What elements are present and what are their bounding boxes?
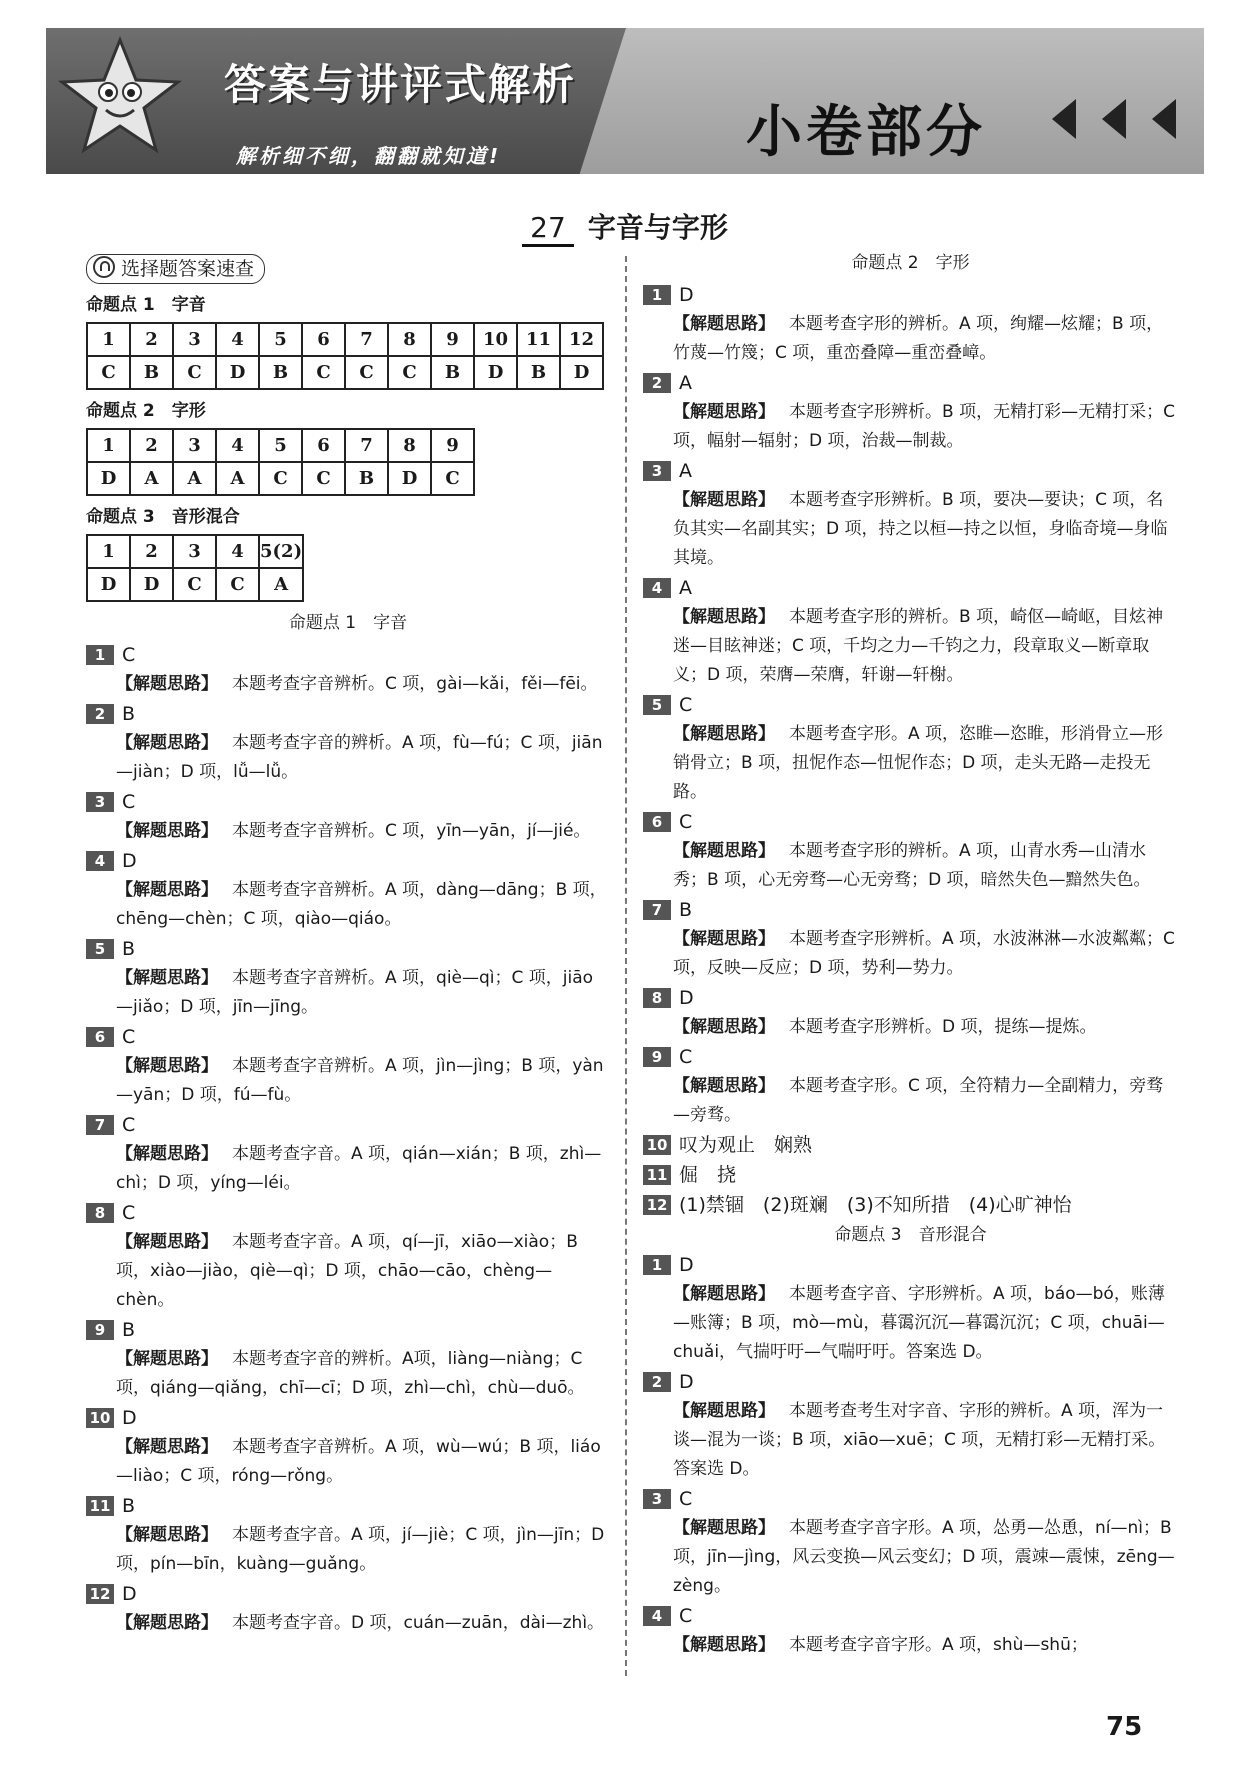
answer-table-cell: A <box>130 462 173 495</box>
answer-choice: C <box>679 1046 693 1068</box>
answer-table-cell: D <box>216 356 259 389</box>
explanation-text: 本题考查字音辨析。A 项，dàng—dāng；B 项，chēng—chèn；C 项，qiào—qiáo。 <box>116 880 607 929</box>
quick-answer-badge <box>86 254 265 284</box>
question-number-badge: 11 <box>643 1165 671 1185</box>
answer-table-cell: C <box>388 356 431 389</box>
answer-choice: C <box>122 1026 136 1048</box>
question-number-badge: 3 <box>643 461 671 481</box>
answer-item <box>86 1491 610 1579</box>
section-title: 小卷部分 <box>746 100 986 165</box>
right-column <box>643 254 1178 1660</box>
question-number-badge: 12 <box>86 1584 114 1604</box>
unit-number: 27 <box>522 211 574 247</box>
answer-row <box>86 1110 610 1140</box>
explanation <box>86 729 610 787</box>
answer-table-cell: D <box>388 462 431 495</box>
explanation-tag: 【解题思路】 <box>116 1437 218 1457</box>
answer-table-cell: A <box>173 462 216 495</box>
explanation <box>643 486 1178 573</box>
answer-row <box>643 1250 1178 1280</box>
explanation <box>643 1631 1178 1660</box>
explanation <box>86 1140 610 1198</box>
explanation-tag: 【解题思路】 <box>116 821 218 841</box>
explanation-text: 本题考查字形辨析。B 项，要决—要诀；C 项，名负其实—名副其实；D 项，持之以桓—持之以恒，身临奇境—身临其境。 <box>673 490 1168 568</box>
answer-item <box>643 368 1178 456</box>
answer-table-cell: C <box>173 568 216 601</box>
question-number-badge: 5 <box>86 939 114 959</box>
answer-item <box>643 1190 1178 1220</box>
answer-item <box>86 1315 610 1403</box>
answer-item <box>643 456 1178 573</box>
answer-table-cell: 3 <box>173 323 216 356</box>
question-number-badge: 3 <box>643 1489 671 1509</box>
explanation <box>86 670 610 699</box>
explanation-text: 本题考查字音辨析。C 项，gài—kǎi，fěi—fēi。 <box>232 674 598 694</box>
question-number-badge: 4 <box>86 851 114 871</box>
answer-table-number-row <box>87 535 303 568</box>
answer-table-cell: 9 <box>431 323 474 356</box>
answer-table-cell: 5 <box>259 429 302 462</box>
answer-table-cell: B <box>345 462 388 495</box>
point3-items <box>643 1250 1178 1660</box>
answer-choice: (1)禁锢 (2)斑斓 (3)不知所措 (4)心旷神怡 <box>679 1194 1072 1216</box>
answer-table-cell: 9 <box>431 429 474 462</box>
explanation-text: 本题考查字音。A 项，jí—jiè；C 项，jìn—jīn；D 项，pín—bīn，kuàng—guǎng。 <box>116 1525 605 1574</box>
explanation <box>86 1345 610 1403</box>
answer-table-cell: C <box>431 462 474 495</box>
answer-table-cell: D <box>87 568 130 601</box>
answer-table-cell: D <box>474 356 517 389</box>
explanation-tag: 【解题思路】 <box>116 674 218 694</box>
question-number-badge: 6 <box>86 1027 114 1047</box>
explanation-text: 本题考查字形。A 项，恣睢—恣睢，形消骨立—形销骨立；B 项，扭怩作态—忸怩作态；D 项，走头无路—走投无路。 <box>673 724 1164 802</box>
question-number-badge: 1 <box>86 645 114 665</box>
explanation <box>643 398 1178 456</box>
answer-table-number-row <box>87 323 603 356</box>
question-number-badge: 10 <box>86 1408 114 1428</box>
answer-row <box>643 280 1178 310</box>
explanation-tag: 【解题思路】 <box>116 733 218 753</box>
answer-choice: C <box>679 1605 693 1627</box>
answer-table-cell: D <box>130 568 173 601</box>
answer-table-cell: A <box>216 462 259 495</box>
answer-choice: D <box>679 1371 694 1393</box>
explanation <box>643 603 1178 690</box>
answer-table-cell: B <box>517 356 560 389</box>
answer-table-cell: 1 <box>87 535 130 568</box>
question-number-badge: 2 <box>643 373 671 393</box>
answer-table-cell: 2 <box>130 535 173 568</box>
answer-row <box>643 690 1178 720</box>
explanation <box>643 1280 1178 1367</box>
answer-table-cell: C <box>173 356 216 389</box>
answer-item <box>643 1160 1178 1190</box>
answer-table-cell: 4 <box>216 429 259 462</box>
answer-item <box>643 690 1178 807</box>
answer-item <box>643 1484 1178 1601</box>
answer-row <box>643 895 1178 925</box>
answer-item <box>643 807 1178 895</box>
answer-choice: C <box>679 811 693 833</box>
answer-table-cell: 2 <box>130 429 173 462</box>
answer-table-cell: C <box>345 356 388 389</box>
answer-item <box>643 983 1178 1042</box>
explanation-text: 本题考查字音辨析。A 项，qiè—qì；C 项，jiāo—jiǎo；D 项，jīn—jīng。 <box>116 968 594 1017</box>
question-number-badge: 7 <box>643 900 671 920</box>
explanation <box>643 925 1178 983</box>
explanation-tag: 【解题思路】 <box>116 1525 218 1545</box>
answer-choice: C <box>679 694 693 716</box>
answer-row <box>86 934 610 964</box>
header-banner <box>46 28 1204 174</box>
answer-choice: C <box>122 791 136 813</box>
question-number-badge: 11 <box>86 1496 114 1516</box>
point3-title: 命题点 3 音形混合 <box>834 1225 987 1245</box>
answer-item <box>86 640 610 699</box>
explanation <box>86 1052 610 1110</box>
answer-choice: B <box>122 1495 136 1517</box>
explanation-tag: 【解题思路】 <box>673 724 775 744</box>
answer-row <box>86 699 610 729</box>
answer-choice: D <box>679 987 694 1009</box>
answer-item <box>86 846 610 934</box>
answer-table-cell: 6 <box>302 429 345 462</box>
answer-row <box>643 573 1178 603</box>
explanation-text: 本题考查字形辨析。A 项，水波淋淋—水波粼粼；C 项，反映—反应；D 项，势利—势力。 <box>673 929 1175 978</box>
answer-item <box>643 1130 1178 1160</box>
answer-choice: D <box>122 1583 137 1605</box>
answer-item <box>86 787 610 846</box>
answer-table-answer-row <box>87 356 603 389</box>
question-number-badge: 2 <box>643 1372 671 1392</box>
explanation-text: 本题考查字音字形。A 项，shù—shū； <box>789 1635 1088 1655</box>
explanation-text: 本题考查字音辨析。A 项，wù—wú；B 项，liáo—liào；C 项，róng—rǒng。 <box>116 1437 601 1486</box>
answer-table-cell: A <box>259 568 303 601</box>
explanation-tag: 【解题思路】 <box>673 1518 775 1538</box>
answer-choice: A <box>679 460 692 482</box>
explanation-text: 本题考查字形辨析。D 项，提练—提炼。 <box>789 1017 1097 1037</box>
point2-items <box>643 280 1178 1220</box>
explanation-text: 本题考查字音。A 项，qí—jī，xiāo—xiào；B 项，xiào—jiào，qiè—qì；D 项，chāo—cāo，chèng—chèn。 <box>116 1232 578 1310</box>
answer-choice: B <box>122 1319 136 1341</box>
answer-table-cell: 7 <box>345 323 388 356</box>
explanation-tag: 【解题思路】 <box>116 1232 218 1252</box>
left-column <box>86 254 610 1638</box>
answer-table-cell: 4 <box>216 535 259 568</box>
explanation-text: 本题考查考生对字音、字形的辨析。A 项，浑为一谈—混为一谈；B 项，xiāo—xuē；C 项，无精打彩—无精打采。答案选 D。 <box>673 1401 1166 1479</box>
explanation-text: 本题考查字形的辨析。B 项，崎伛—崎岖，目炫神迷—目眩神迷；C 项，千均之力—千钧之力，段章取义—断章取义；D 项，荣膺—荣膺，轩谢—轩榭。 <box>673 607 1164 685</box>
answer-table-cell: 5(2) <box>259 535 303 568</box>
answer-choice: B <box>679 899 693 921</box>
explanation <box>643 310 1178 368</box>
explanation-text: 本题考查字形的辨析。A 项，山青水秀—山清水秀；B 项，心无旁骛—心无旁骛；D 项，暗然失色—黯然失色。 <box>673 841 1151 890</box>
explanation <box>643 837 1178 895</box>
explanation-tag: 【解题思路】 <box>673 1076 775 1096</box>
answer-choice: A <box>679 372 692 394</box>
explanation-tag: 【解题思路】 <box>673 314 775 334</box>
point1-title: 命题点 1 字音 <box>288 613 408 633</box>
answer-table-cell: 12 <box>560 323 603 356</box>
answer-item <box>86 699 610 787</box>
explanation-text: 本题考查字音。A 项，qián—xián；B 项，zhì—chì；D 项，yíng—léi。 <box>116 1144 602 1193</box>
question-number-badge: 12 <box>643 1195 671 1215</box>
banner-title: 答案与讲评式解析 <box>224 60 577 109</box>
explanation-text: 本题考查字音的辨析。A项，liàng—niàng；C 项，qiáng—qiǎng，chī—cī；D 项，zhì—chì，chù—duō。 <box>116 1349 585 1398</box>
explanation <box>86 1433 610 1491</box>
question-number-badge: 1 <box>643 285 671 305</box>
explanation <box>86 1609 610 1638</box>
answer-item <box>643 1367 1178 1484</box>
question-number-badge: 4 <box>643 1606 671 1626</box>
answer-row <box>643 368 1178 398</box>
answer-choice: D <box>122 850 137 872</box>
explanation <box>643 1013 1178 1042</box>
explanation-text: 本题考查字形辨析。B 项，无精打彩—无精打采；C 项，幅射—辐射；D 项，治裁—制裁。 <box>673 402 1175 451</box>
answer-choice: D <box>122 1407 137 1429</box>
question-number-badge: 8 <box>643 988 671 1008</box>
answer-table-cell: B <box>259 356 302 389</box>
answer-item <box>643 1250 1178 1367</box>
answer-row <box>643 1042 1178 1072</box>
answer-row <box>86 1022 610 1052</box>
triangle-arrows-icon <box>1046 94 1204 144</box>
answer-row <box>86 846 610 876</box>
explanation-text: 本题考查字音。D 项，cuán—zuān，dài—zhì。 <box>232 1613 605 1633</box>
quick-table-heading: 命题点 1 字音 <box>86 295 206 315</box>
explanation-tag: 【解题思路】 <box>673 402 775 422</box>
question-number-badge: 2 <box>86 704 114 724</box>
answer-table-cell: B <box>130 356 173 389</box>
question-number-badge: 7 <box>86 1115 114 1135</box>
answer-item <box>86 1198 610 1315</box>
answer-row <box>643 807 1178 837</box>
explanation <box>643 1514 1178 1601</box>
answer-table-cell: 3 <box>173 429 216 462</box>
answer-table-cell: D <box>87 462 130 495</box>
unit-title: 字音与字形 <box>587 211 728 244</box>
answer-row <box>86 787 610 817</box>
answer-choice: A <box>679 577 692 599</box>
answer-item <box>643 280 1178 368</box>
answer-choice: C <box>122 1202 136 1224</box>
answer-row <box>86 1198 610 1228</box>
explanation <box>86 964 610 1022</box>
answer-row <box>643 1160 1178 1190</box>
answer-choice: 倔 挠 <box>679 1164 737 1186</box>
explanation-text: 本题考查字形的辨析。A 项，绚耀—炫耀；B 项，竹蔑—竹篾；C 项，重峦叠障—重峦叠嶂。 <box>673 314 1164 363</box>
answer-choice: D <box>679 284 694 306</box>
answer-table <box>86 534 304 602</box>
column-divider <box>625 256 627 1676</box>
answer-table-number-row <box>87 429 474 462</box>
answer-row <box>643 1190 1178 1220</box>
answer-item <box>86 1022 610 1110</box>
answer-row <box>86 640 610 670</box>
answer-table-cell: 1 <box>87 323 130 356</box>
explanation-tag: 【解题思路】 <box>673 1401 775 1421</box>
point2-title: 命题点 2 字形 <box>851 253 970 273</box>
answer-item <box>86 1110 610 1198</box>
answer-table-cell: 10 <box>474 323 517 356</box>
explanation-tag: 【解题思路】 <box>673 607 775 627</box>
explanation-tag: 【解题思路】 <box>673 841 775 861</box>
answer-choice: C <box>122 644 136 666</box>
answer-item <box>643 1601 1178 1660</box>
answer-table-cell: C <box>302 356 345 389</box>
answer-table-cell: 3 <box>173 535 216 568</box>
explanation <box>86 1228 610 1315</box>
answer-item <box>643 1042 1178 1130</box>
explanation-text: 本题考查字音辨析。C 项，yīn—yān，jí—jié。 <box>232 821 591 841</box>
answer-choice: D <box>679 1254 694 1276</box>
answer-table-cell: C <box>216 568 259 601</box>
point1-items <box>86 640 610 1638</box>
quick-answer-title: 选择题答案速查 <box>121 258 255 280</box>
explanation-tag: 【解题思路】 <box>116 1144 218 1164</box>
answer-row <box>643 1130 1178 1160</box>
banner-subtitle: 解析细不细，翻翻就知道! <box>236 144 502 168</box>
question-number-badge: 9 <box>86 1320 114 1340</box>
answer-row <box>86 1579 610 1609</box>
answer-table-cell: B <box>431 356 474 389</box>
question-number-badge: 1 <box>643 1255 671 1275</box>
explanation-text: 本题考查字音的辨析。A 项，fù—fú；C 项，jiān—jiàn；D 项，lǚ—lǚ。 <box>116 733 603 782</box>
explanation-tag: 【解题思路】 <box>116 1056 218 1076</box>
explanation-tag: 【解题思路】 <box>673 1635 775 1655</box>
answer-table-cell: 7 <box>345 429 388 462</box>
star-mascot-icon <box>58 36 182 166</box>
explanation-text: 本题考查字音辨析。A 项，jìn—jìng；B 项，yàn—yān；D 项，fú—fù。 <box>116 1056 604 1105</box>
answer-item <box>643 895 1178 983</box>
answer-row <box>643 1367 1178 1397</box>
quick-table-heading: 命题点 2 字形 <box>86 401 206 421</box>
answer-table-cell: 4 <box>216 323 259 356</box>
unit-heading <box>0 206 1250 247</box>
answer-table-cell: 11 <box>517 323 560 356</box>
quick-table-heading: 命题点 3 音形混合 <box>86 507 240 527</box>
answer-item <box>643 573 1178 690</box>
headset-icon <box>93 256 115 278</box>
answer-table-cell: 2 <box>130 323 173 356</box>
explanation <box>643 1072 1178 1130</box>
question-number-badge: 10 <box>643 1135 671 1155</box>
explanation-tag: 【解题思路】 <box>116 880 218 900</box>
answer-row <box>86 1315 610 1345</box>
question-number-badge: 9 <box>643 1047 671 1067</box>
question-number-badge: 8 <box>86 1203 114 1223</box>
explanation-tag: 【解题思路】 <box>673 1017 775 1037</box>
answer-table-answer-row <box>87 462 474 495</box>
page-number: 75 <box>1106 1712 1143 1742</box>
answer-table-cell: 6 <box>302 323 345 356</box>
question-number-badge: 3 <box>86 792 114 812</box>
answer-choice: C <box>679 1488 693 1510</box>
answer-table <box>86 322 604 390</box>
explanation <box>643 720 1178 807</box>
answer-choice: B <box>122 938 136 960</box>
answer-table-cell: C <box>259 462 302 495</box>
answer-row <box>643 1601 1178 1631</box>
answer-table-cell: 8 <box>388 323 431 356</box>
answer-table-answer-row <box>87 568 303 601</box>
answer-item <box>86 1579 610 1638</box>
answer-item <box>86 934 610 1022</box>
question-number-badge: 6 <box>643 812 671 832</box>
explanation <box>643 1397 1178 1484</box>
answer-table-cell: 8 <box>388 429 431 462</box>
answer-item <box>86 1403 610 1491</box>
answer-table <box>86 428 475 496</box>
answer-row <box>643 1484 1178 1514</box>
explanation-text: 本题考查字形。C 项，全符精力—全副精力，旁骛—旁骛。 <box>673 1076 1164 1125</box>
explanation <box>86 817 610 846</box>
explanation-text: 本题考查字音字形。A 项，怂勇—怂恿，ní—nì；B 项，jīn—jìng，风云变换—风云变幻；D 项，震竦—震悚，zēng—zèng。 <box>673 1518 1175 1596</box>
explanation-text: 本题考查字音、字形辨析。A 项，báo—bó，账薄—账簿；B 项，mò—mù，暮霭沉沉—暮霭沉沉；C 项，chuāi—chuǎi，气揣吁吁—气喘吁吁。答案选 D。 <box>673 1284 1165 1362</box>
answer-table-cell: D <box>560 356 603 389</box>
question-number-badge: 4 <box>643 578 671 598</box>
explanation-tag: 【解题思路】 <box>116 968 218 988</box>
answer-table-cell: 5 <box>259 323 302 356</box>
quick-answer-tables <box>86 290 610 602</box>
explanation-tag: 【解题思路】 <box>116 1349 218 1369</box>
explanation <box>86 876 610 934</box>
answer-row <box>643 456 1178 486</box>
answer-table-cell: C <box>302 462 345 495</box>
answer-choice: C <box>122 1114 136 1136</box>
answer-row <box>643 983 1178 1013</box>
answer-row <box>86 1403 610 1433</box>
answer-choice: 叹为观止 娴熟 <box>679 1134 813 1156</box>
answer-row <box>86 1491 610 1521</box>
explanation-tag: 【解题思路】 <box>673 1284 775 1304</box>
explanation-tag: 【解题思路】 <box>673 490 775 510</box>
explanation-tag: 【解题思路】 <box>116 1613 218 1633</box>
answer-table-cell: 1 <box>87 429 130 462</box>
answer-choice: B <box>122 703 136 725</box>
answer-table-cell: C <box>87 356 130 389</box>
question-number-badge: 5 <box>643 695 671 715</box>
explanation-tag: 【解题思路】 <box>673 929 775 949</box>
explanation <box>86 1521 610 1579</box>
